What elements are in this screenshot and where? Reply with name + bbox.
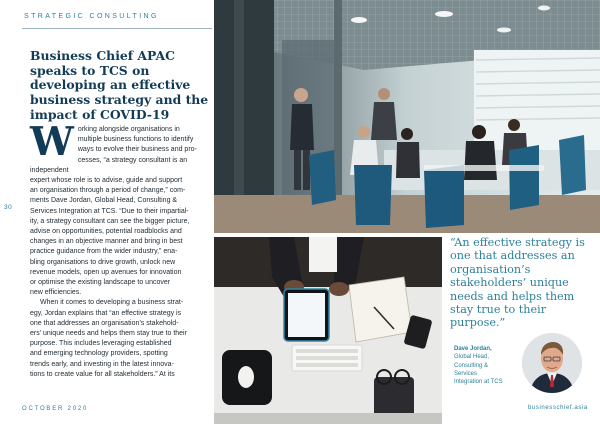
- page-number: 30: [4, 204, 13, 211]
- article-body: [30, 119, 211, 380]
- article-headline: Business Chief APAC speaks to TCS on developing an effective business strategy and the impact of COVID-19: [30, 48, 209, 122]
- section-label: STRATEGIC CONSULTING: [24, 13, 159, 20]
- body-line: advise on opportunities, potential roadblocks and: [30, 228, 182, 236]
- body-line: multiple business functions to identify: [77, 136, 194, 144]
- body-line: new efficiencies.: [30, 289, 82, 297]
- body-line: bling organisations to drive growth, unlock new: [30, 258, 176, 266]
- paragraph-1: [30, 119, 211, 298]
- body-line: tions to create value for all stakeholders.” At its: [30, 370, 175, 378]
- body-line: ments Dave Jordan, Global Head, Consulting &: [30, 197, 178, 205]
- office-meeting-photo: [214, 0, 600, 233]
- body-line: expert whose role is to advise, guide and support: [30, 177, 183, 185]
- body-line: When it comes to developing a business strat-: [40, 299, 184, 307]
- body-line: Services Integration at TCS. “Due to their impartial-: [30, 207, 189, 215]
- attribution-title: Services: [454, 370, 478, 377]
- speaker-portrait: [522, 333, 582, 393]
- body-line: and emerging technology providers, spotting: [30, 350, 168, 358]
- attribution-title: Global Head,: [454, 354, 490, 361]
- attribution-name: Dave Jordan,: [454, 346, 492, 352]
- body-line: orking alongside organisations in: [77, 126, 180, 133]
- pull-quote: “An effective strategy is one that addresses an organisation’s stakeholders’ unique needs and helps them stay true to their purpose.”: [450, 236, 585, 330]
- body-line: trends early, and investing in the latest innova-: [30, 360, 174, 368]
- body-line: practice guidance from the wider industry,” ena-: [30, 248, 178, 256]
- attribution-title: Integration at TCS: [454, 379, 503, 386]
- attribution-title: Consulting &: [454, 362, 489, 369]
- drop-cap: W: [30, 119, 74, 165]
- header-rule: [22, 28, 212, 29]
- body-line: ways to evolve their business and pro-: [77, 146, 197, 154]
- paragraph-2: [30, 298, 211, 380]
- body-line: ity, a strategy consultant can see the bigger picture,: [30, 217, 190, 225]
- site-url: businesschief.asia: [528, 405, 588, 411]
- body-line: ers’ unique needs and helps them stay true to their: [30, 330, 187, 338]
- quote-attribution: [454, 345, 516, 386]
- body-line: purpose. This includes leveraging established: [30, 340, 172, 348]
- body-line: cesses, “a strategy consultant is an independent: [30, 156, 188, 174]
- desk-workspace-photo: [214, 237, 442, 424]
- body-line: an organisation through a period of change,” com-: [30, 187, 186, 195]
- body-line: one that addresses an organisation’s stakehold-: [30, 319, 179, 327]
- issue-date: OCTOBER 2020: [22, 406, 89, 412]
- body-line: or optimise the existing landscape to uncover: [30, 279, 171, 287]
- body-line: changes in an objective manner and bring in best: [30, 238, 183, 246]
- body-line: revenue models, open up avenues for innovation: [30, 268, 182, 276]
- body-line: egy, Jordan explains that “an effective strategy is: [30, 309, 182, 317]
